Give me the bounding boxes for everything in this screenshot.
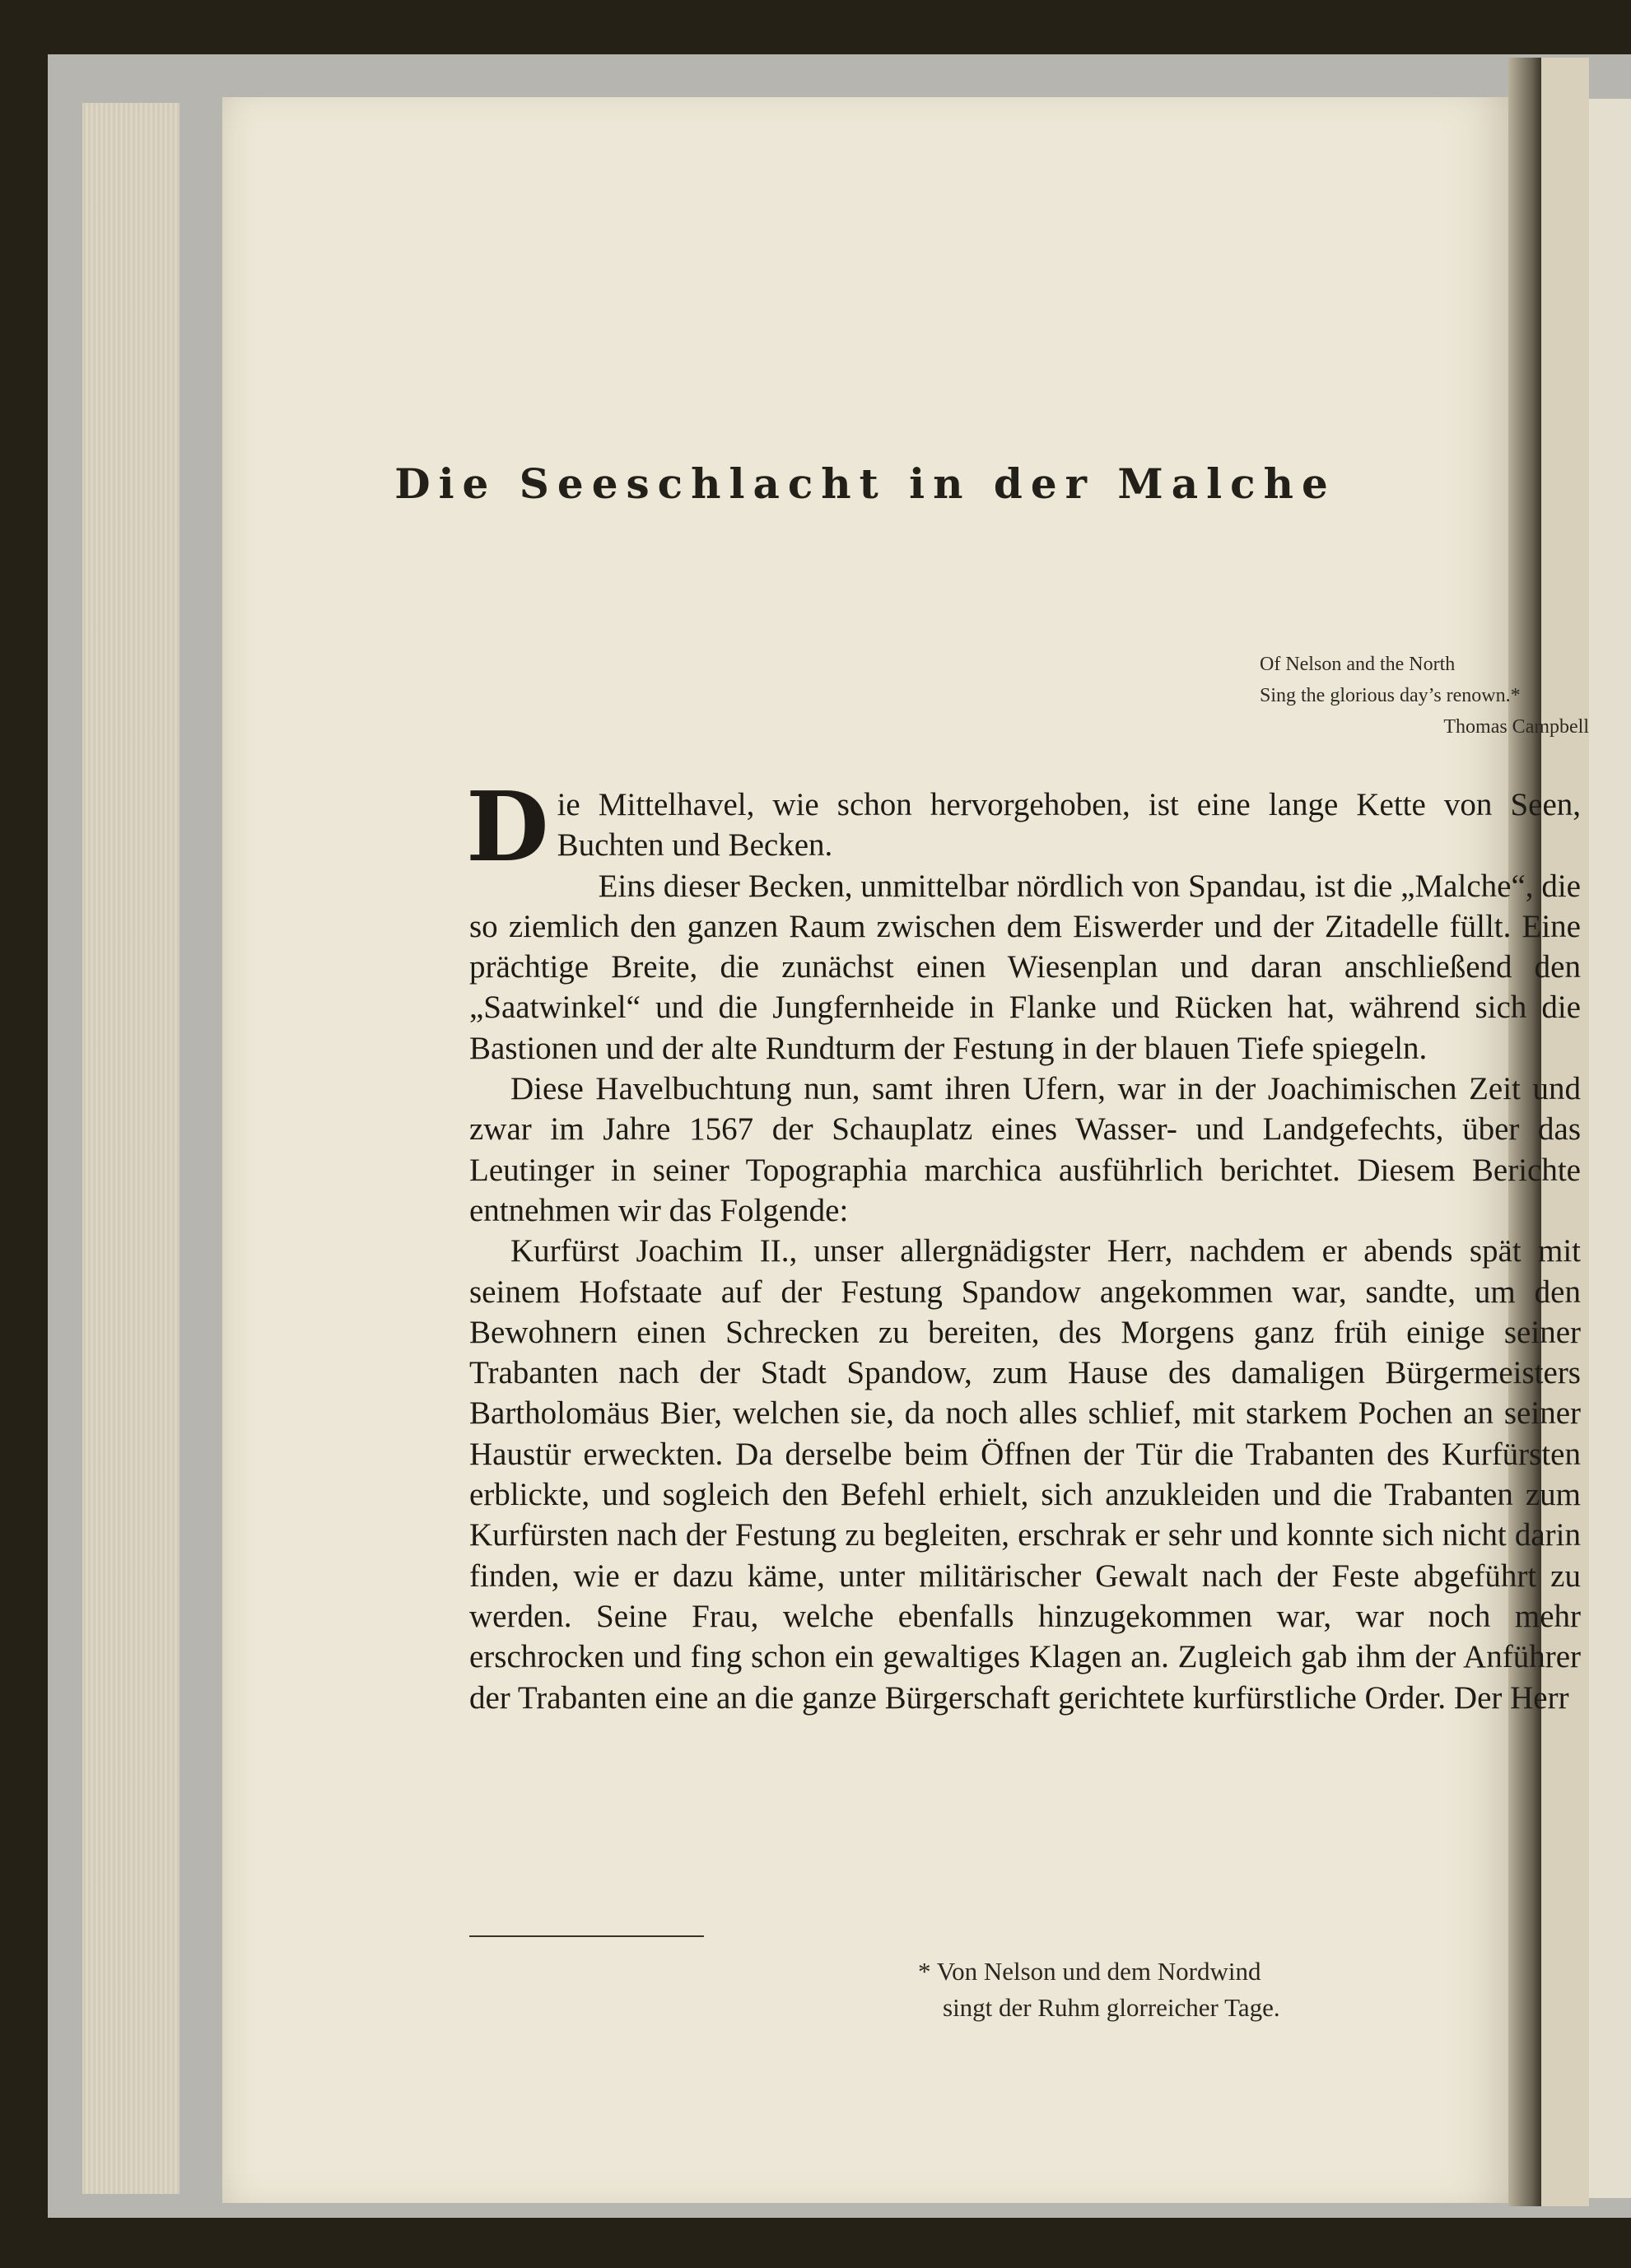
body-text (466, 771, 1581, 1718)
paragraph-4: Kurfürst Joachim II., unser allergnädigster Herr, nachdem er abends spät mit seinem Hofstaate auf der Festung Spandow angekommen war, sandte, um den Bewohnern einen Schrecken zu bereiten, des Morgens ganz früh einige seiner Trabanten nach der Stadt Spandow, zum Hause des damaligen Bürgermeisters Bartholomäus Bier, welchen sie, da noch alles schlief, mit starkem Pochen an seiner Haustür erweckten. Da derselbe beim Öffnen der Tür die Trabanten des Kurfürsten erblickte, und sogleich den Befehl erhielt, sich anzukleiden und die Trabanten zum Kurfürsten nach der Festung zu begleiten, erschrak er sehr und konnte sich nicht darin finden, wie er dazu käme, unter militärischer Gewalt nach der Feste abgeführt zu werden. Seine Frau, welche ebenfalls hinzugekommen war, war noch mehr erschrocken und fing schon ein gewaltiges Klagen an. Zugleich gab ihm der Anführer der Trabanten eine an die ganze Bürgerschaft gerichtete kurfürstliche Order. Der Herr (469, 1233, 1581, 1716)
chapter-title: Die Seeschlacht in der Malche (394, 459, 1336, 508)
drop-cap: D (466, 771, 549, 883)
epigraph-line-2: Sing the glorious day’s renown.* (1260, 685, 1521, 706)
footnote (918, 1954, 1494, 2026)
epigraph-line-1: Of Nelson and the North (1260, 654, 1456, 675)
paragraph-1-text: ie Mittelhavel, wie schon hervorgehoben, ist eine lange Kette von Seen, Buchten und Becken. (557, 787, 1581, 864)
paragraph-2: Eins dieser Becken, unmittelbar nördlich von Spandau, ist die „Malche“, die so ziemlich den ganzen Raum zwischen dem Eiswerder und der Zitadelle füllt. Eine prächtige Breite, die zunächst einen Wiesenplan und daran anschließend den „Saatwinkel“ und die Jungfernheide in Flanke und Rücken hat, während sich die Bastionen und der alte Rundturm der Festung in der blauen Tiefe spiegeln. (469, 868, 1581, 1066)
facing-page (1589, 99, 1631, 2198)
footnote-rule (469, 1935, 704, 1937)
book-page (222, 97, 1589, 2203)
paragraph-3: Diese Havelbuchtung nun, samt ihren Ufern, war in der Joachimischen Zeit und zwar im Jahre 1567 der Schauplatz eines Wasser- und Landgefechts, über das Leutinger in seiner Topographia marchica ausführlich berichtet. Diesem Berichte entnehmen wir das Folgende: (469, 1071, 1581, 1228)
epigraph-author: Thomas Campbell (1443, 716, 1589, 738)
epigraph (1144, 649, 1589, 743)
paragraph-1 (466, 771, 1581, 883)
footnote-line-2: singt der Ruhm glorreicher Tage. (943, 1993, 1280, 2022)
page-edges (82, 103, 179, 2194)
footnote-line-1: * Von Nelson und dem Nordwind (918, 1957, 1261, 1986)
